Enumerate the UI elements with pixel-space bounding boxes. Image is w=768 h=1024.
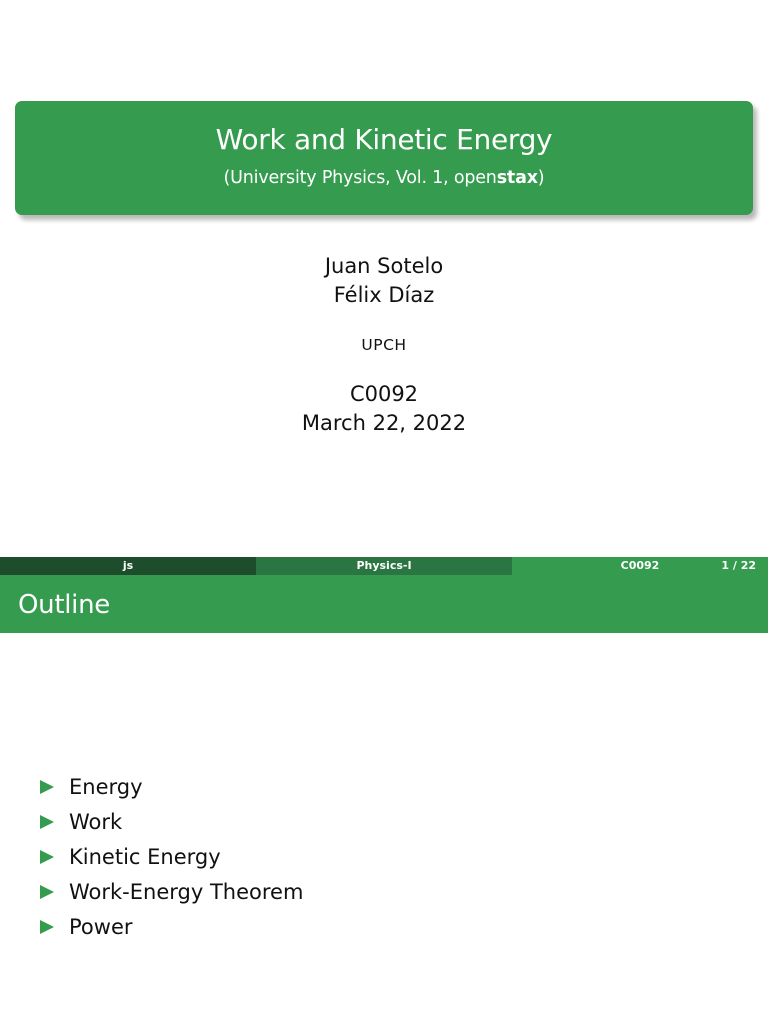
institute: UPCH: [361, 336, 407, 354]
footer-page-number: 1 / 22: [721, 559, 756, 572]
frame-title: Outline: [18, 590, 110, 620]
outline-item-label: Work-Energy Theorem: [69, 880, 304, 904]
footer-short-title: Physics-I: [256, 557, 512, 575]
footer-bar: [0, 557, 768, 575]
presentation-title: Work and Kinetic Energy: [215, 123, 553, 156]
footer-author: js: [0, 557, 256, 575]
triangle-bullet-icon: [40, 815, 54, 829]
author-name: Félix Díaz: [333, 283, 435, 307]
subtitle-bold: stax: [496, 168, 538, 188]
title-box: [15, 101, 753, 215]
author-name: Juan Sotelo: [324, 254, 444, 278]
triangle-bullet-icon: [40, 885, 54, 899]
presentation-subtitle: [15, 165, 753, 191]
frame-title-bar: [0, 575, 768, 633]
outline-item-label: Energy: [69, 775, 143, 799]
triangle-bullet-icon: [40, 920, 54, 934]
triangle-bullet-icon: [40, 850, 54, 864]
subtitle-suffix: ): [537, 168, 545, 188]
outline-item-label: Work: [69, 810, 123, 834]
footer-course: C0092: [620, 559, 660, 572]
subtitle-prefix: (University Physics, Vol. 1, open: [223, 168, 497, 188]
outline-slide: [0, 557, 768, 1024]
outline-item-label: Power: [69, 915, 133, 939]
course-code: C0092: [349, 382, 419, 406]
presentation-date: March 22, 2022: [301, 411, 467, 435]
triangle-bullet-icon: [40, 780, 54, 794]
footer-right-section: [512, 557, 768, 575]
outline-item-label: Kinetic Energy: [69, 845, 221, 869]
